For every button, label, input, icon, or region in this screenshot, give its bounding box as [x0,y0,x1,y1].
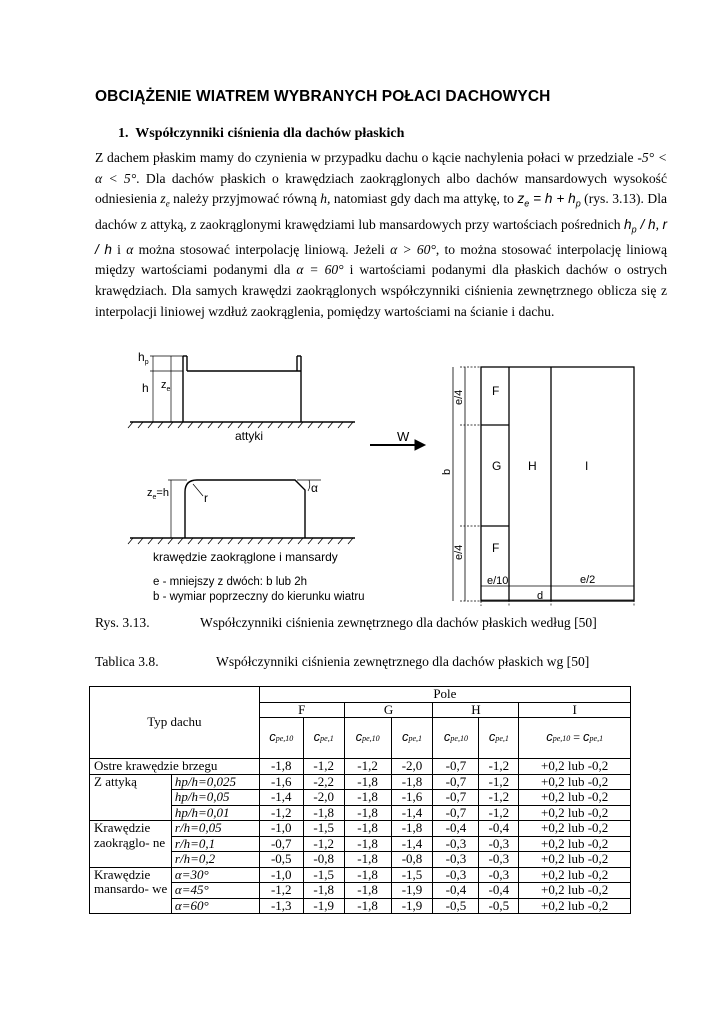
table-cell: -1,8 [303,805,344,821]
table-cell: -1,5 [391,867,433,883]
label-ze-eq-h: $z_e=h$ [147,487,169,501]
table-cell: -1,5 [303,867,344,883]
roof-plan-zones [453,367,634,606]
table-cell: -1,5 [303,821,344,837]
row-condition: α=30° [171,867,259,883]
table-cell: -1,9 [303,898,344,914]
label-hp: $h_p$ [138,350,149,366]
row-group-label: Z attyką [90,774,172,821]
zone-g: G [492,459,502,473]
zone-header-h: H [433,702,519,718]
table-row [90,852,631,868]
body-paragraph: Z dachem płaskim mamy do czynienia w przypadku dachu o kącie nachylenia połaci w przedziale -5° < α < 5°. Dla dachów płaskich o krawędziach zaokrąglonych albo dachów mansardowych wysokość odniesienia $z_e$ należy przyjmować równą h, natomiast gdy dach ma attykę, to $z_e = h + h_p$ (rys. 3.13). Dla dachów z attyką, z zaokrąglonymi krawędziami lub mansardowych przy wartościach pośrednich $h_p$ / h, r / h i α można stosować interpolację liniową. Jeżeli α > 60°, to można stosować interpolację liniową między wartościami podanymi dla α = 60° i wartościami podanymi dla płaskich dachów o ostrych krawędziach. Dla samych krawędzi zaokrąglonych współczynniki ciśnienia zewnętrznego oblicza się z interpolacji liniowej wzdłuż zaokrąglenia, pomiędzy wartościami na ścianie i dachu. [95,150,668,319]
table-cell: -1,4 [391,836,433,852]
zone-header-i: I [519,702,631,718]
pole-header: Pole [259,687,630,703]
table-cell: +0,2 lub -0,2 [519,898,631,914]
table-cell: +0,2 lub -0,2 [519,852,631,868]
row-group-label: Ostre krawędzie brzegu [90,759,260,775]
table-cell: -2,2 [303,774,344,790]
table-cell: -0,3 [479,836,519,852]
legend-e: e - mniejszy z dwóch: b lub 2h [153,576,308,588]
table-cell: -0,8 [391,852,433,868]
dim-b: b [441,468,453,475]
label-ze: $z_e$ [161,379,171,393]
cpe10-header: cpe,10 [259,718,303,759]
table-cell: -1,6 [391,790,433,806]
table-cell: -0,7 [433,805,479,821]
table-cell: -1,8 [259,759,303,775]
table-row [90,805,631,821]
table-cell: -0,4 [479,883,519,899]
table-cell: -1,8 [344,836,391,852]
table-cell: -2,0 [391,759,433,775]
cpe-equal-header: cpe,10 = cpe,1 [519,718,631,759]
table-cell: +0,2 lub -0,2 [519,805,631,821]
table-cell: +0,2 lub -0,2 [519,759,631,775]
formula-ze: $z_e = h + h_p$ [517,191,581,209]
table-cell: -0,3 [433,867,479,883]
table-cell: -1,6 [259,774,303,790]
dim-e4-top: e/4 [453,389,465,405]
section-title: Współczynniki ciśnienia dla dachów płaskich [135,126,405,141]
zone-header-g: G [344,702,433,718]
parapet-elevation [128,356,355,428]
cpe10-header: cpe,10 [344,718,391,759]
label-h: h [142,381,149,395]
table-row [90,759,631,775]
table-cell: -0,4 [433,883,479,899]
row-condition: r/h=0,05 [171,821,259,837]
table-row [90,883,631,899]
table-cell: +0,2 lub -0,2 [519,836,631,852]
table-cell: -0,4 [433,821,479,837]
table-cell: -1,2 [344,759,391,775]
roof-diagram-figure [125,350,640,610]
label-wind: W [397,429,410,444]
table-cell: -1,2 [259,805,303,821]
table-cell: -0,3 [479,867,519,883]
label-alpha: α [311,481,318,495]
zone-f-bottom: F [492,541,500,555]
table-cell: -1,2 [479,790,519,806]
row-group-label: Krawędzie zaokrąglo- ne [90,821,172,868]
table-cell: -1,8 [344,821,391,837]
table-cell: -1,2 [303,759,344,775]
zone-f-top: F [492,384,500,398]
zone-header-f: F [259,702,344,718]
table-cell: -0,7 [433,759,479,775]
table-cell: -0,7 [433,790,479,806]
label-edges: krawędzie zaokrąglone i mansardy [153,550,338,564]
dim-e10: e/10 [487,575,509,587]
dim-e2: e/2 [580,574,596,586]
table-caption-number: Tablica 3.8. [95,654,159,669]
table-cell: -1,2 [479,759,519,775]
cpe1-header: cpe,1 [391,718,433,759]
figure-caption-text: Współczynniki ciśnienia zewnętrznego dla dachów płaskich według [50] [200,615,597,630]
table-row [90,774,631,790]
row-condition: r/h=0,2 [171,852,259,868]
table-cell: -1,8 [344,805,391,821]
table-row [90,898,631,914]
table-cell: -1,8 [344,898,391,914]
table-cell: -1,8 [344,790,391,806]
table-cell: -0,5 [259,852,303,868]
table-cell: -0,7 [433,774,479,790]
section-heading [118,126,404,142]
table-cell: -1,3 [259,898,303,914]
table-cell: -1,0 [259,821,303,837]
table-cell: +0,2 lub -0,2 [519,883,631,899]
row-condition: α=60° [171,898,259,914]
table-row [90,821,631,837]
table-cell: -0,3 [479,852,519,868]
section-number: 1. [118,126,129,141]
table-cell: +0,2 lub -0,2 [519,867,631,883]
table-cell: -1,8 [303,883,344,899]
table-caption [95,654,589,670]
legend-b: b - wymiar poprzeczny do kierunku wiatru [153,591,365,603]
figure-caption [95,615,597,631]
table-cell: -1,8 [344,774,391,790]
figure-caption-number: Rys. 3.13. [95,615,150,630]
cpe1-header: cpe,1 [303,718,344,759]
typ-dachu-header: Typ dachu [90,687,260,759]
table-cell: -0,3 [433,852,479,868]
zone-h: H [528,459,537,473]
cpe10-header: cpe,10 [433,718,479,759]
zone-i: I [585,459,589,473]
table-cell: -1,2 [479,805,519,821]
table-cell: -1,4 [391,805,433,821]
table-cell: -1,8 [344,883,391,899]
row-condition: r/h=0,1 [171,836,259,852]
table-row [90,790,631,806]
table-cell: -1,0 [259,867,303,883]
table-row [90,836,631,852]
row-condition: hp/h=0,01 [171,805,259,821]
table-cell: -2,0 [303,790,344,806]
pressure-coefficient-table [89,686,631,914]
table-row [90,867,631,883]
dim-d: d [537,590,544,602]
row-condition: α=45° [171,883,259,899]
table-cell: -1,4 [259,790,303,806]
table-cell: +0,2 lub -0,2 [519,821,631,837]
row-condition: hp/h=0,05 [171,790,259,806]
label-attyki: attyki [235,429,264,443]
table-cell: -1,8 [344,867,391,883]
table-cell: -1,2 [259,883,303,899]
row-group-label: Krawędzie mansardo- we [90,867,172,914]
dim-e4-bottom: e/4 [453,544,465,560]
table-caption-text: Współczynniki ciśnienia zewnętrznego dla dachów płaskich wg [50] [216,654,590,669]
table-cell: -0,7 [259,836,303,852]
table-cell: -1,9 [391,883,433,899]
page-title: OBCIĄŻENIE WIATREM WYBRANYCH POŁACI DACHOWYCH [95,88,551,105]
table-cell: -1,2 [479,774,519,790]
label-r: r [204,491,208,505]
table-cell: -0,4 [479,821,519,837]
table-cell: -0,5 [479,898,519,914]
table-cell: -1,9 [391,898,433,914]
table-cell: -1,8 [344,852,391,868]
row-condition: hp/h=0,025 [171,774,259,790]
table-cell: -0,5 [433,898,479,914]
table-cell: -0,3 [433,836,479,852]
table-cell: +0,2 lub -0,2 [519,774,631,790]
table-cell: +0,2 lub -0,2 [519,790,631,806]
cpe1-header: cpe,1 [479,718,519,759]
table-cell: -1,8 [391,821,433,837]
table-cell: -1,8 [391,774,433,790]
table-cell: -1,2 [303,836,344,852]
table-cell: -0,8 [303,852,344,868]
